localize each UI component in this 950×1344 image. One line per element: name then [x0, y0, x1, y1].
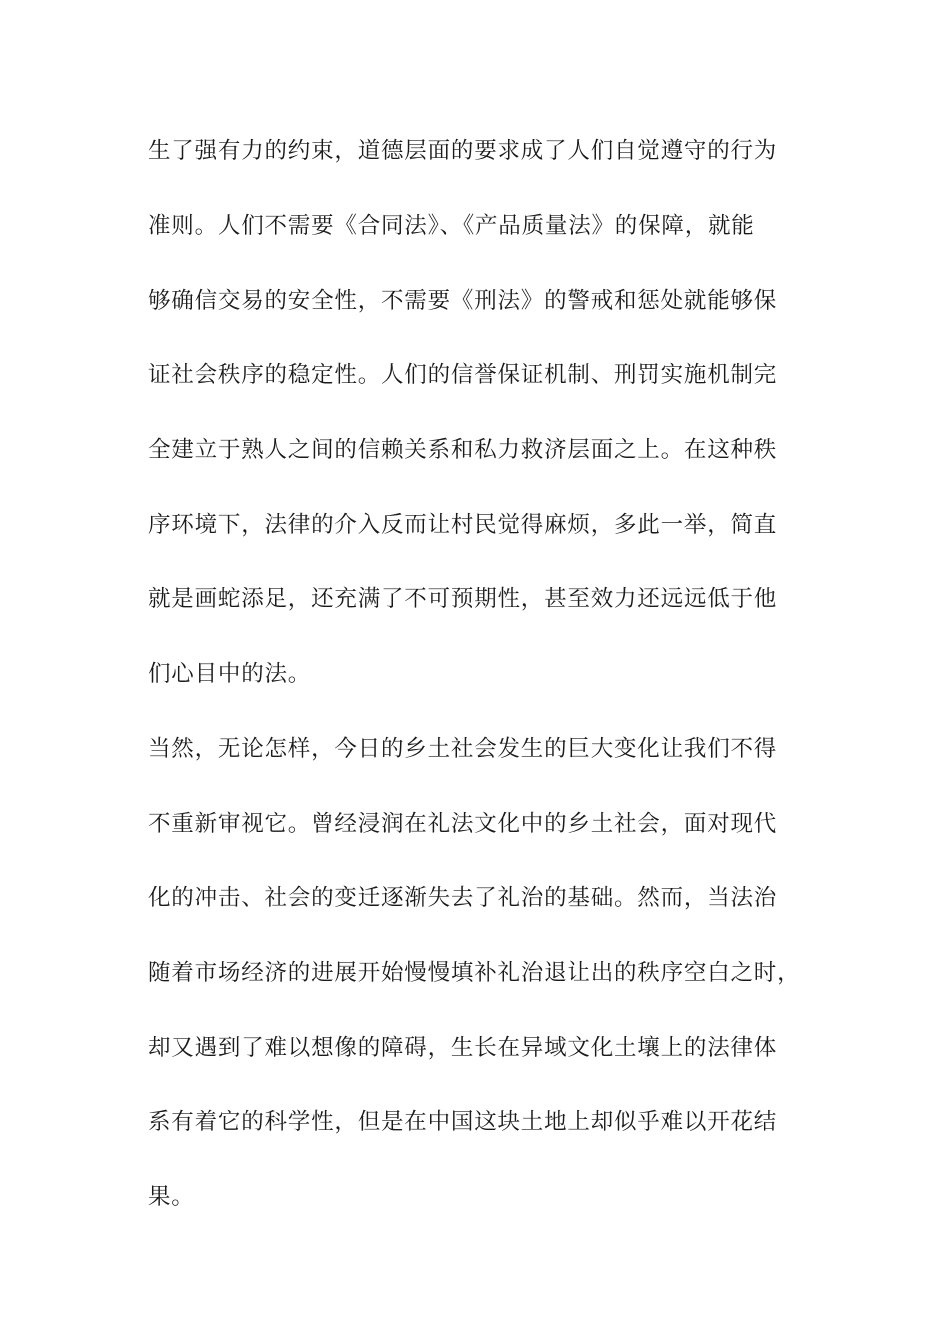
text-line: 够确信交易的安全性，不需要《刑法》的警戒和惩处就能够保 [148, 288, 778, 314]
text-line: 全建立于熟人之间的信赖关系和私力救济层面之上。在这种秩 [148, 437, 778, 463]
text-line: 序环境下，法律的介入反而让村民觉得麻烦，多此一举，简直 [148, 512, 778, 538]
text-line: 证社会秩序的稳定性。人们的信誉保证机制、刑罚实施机制完 [148, 362, 778, 388]
text-line: 不重新审视它。曾经浸润在礼法文化中的乡土社会，面对现代 [148, 811, 778, 837]
text-line: 准则。人们不需要《合同法》、《产品质量法》的保障，就能 [148, 213, 755, 239]
text-line: 系有着它的科学性，但是在中国这块土地上却似乎难以开花结 [148, 1109, 778, 1135]
text-line: 当然，无论怎样，今日的乡土社会发生的巨大变化让我们不得 [148, 736, 778, 762]
text-line: 随着市场经济的进展开始慢慢填补礼治退让出的秩序空白之时， [148, 960, 801, 986]
text-line: 化的冲击、社会的变迁逐渐失去了礼治的基础。然而，当法治 [148, 885, 778, 911]
text-line: 生了强有力的约束，道德层面的要求成了人们自觉遵守的行为 [148, 138, 778, 164]
text-line: 却又遇到了难以想像的障碍，生长在异域文化土壤上的法律体 [148, 1035, 778, 1061]
text-line: 果。 [148, 1184, 195, 1210]
text-line: 们心目中的法。 [148, 661, 312, 687]
text-line: 就是画蛇添足，还充满了不可预期性，甚至效力还远远低于他 [148, 586, 778, 612]
